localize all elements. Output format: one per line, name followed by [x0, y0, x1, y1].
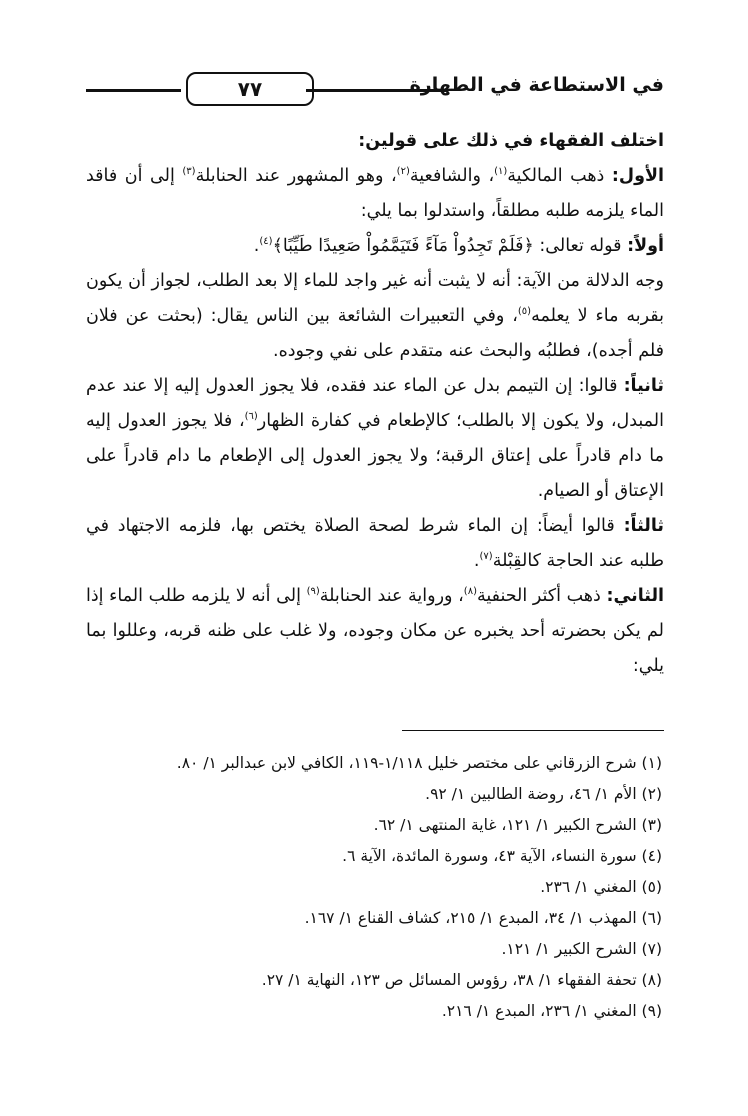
paragraph: اختلف الفقهاء في ذلك على قولين:	[358, 131, 664, 151]
paragraph	[86, 264, 664, 369]
footnote: (٢) الأم ١/ ٤٦، روضة الطالبين ١/ ٩٢.	[425, 785, 662, 803]
main-text	[86, 124, 664, 684]
footnote-separator	[402, 730, 664, 731]
text-run: قالوا أيضاً: إن الماء شرط لصحة الصلاة يختص بها، فلزمه الاجتهاد في طلبه عند الحاجة كالقِبْلة	[86, 516, 664, 571]
paragraph	[86, 369, 664, 509]
text-run: ذهب أكثر الحنفية	[476, 586, 607, 606]
header-rule	[86, 89, 181, 92]
chapter-title: في الاستطاعة في الطهارة	[409, 74, 664, 96]
text-run: قوله تعالى:	[533, 236, 628, 256]
header-rule	[306, 89, 446, 92]
paragraph-lead: أولاً:	[627, 236, 664, 256]
paragraph	[86, 509, 664, 579]
text-run: ، وفي التعبيرات الشائعة بين الناس يقال: (بحثت عن فلان فلم أجده)، فطلبُه والبحث عنه متقدم على نفي وجوده.	[86, 306, 664, 361]
footnote-ref: (٤)	[259, 236, 273, 248]
paragraph	[86, 579, 664, 684]
footnote-ref: (٨)	[463, 586, 477, 598]
paragraph-lead: ثالثاً:	[623, 516, 664, 536]
paragraph-lead: الأول:	[611, 166, 664, 186]
footnote-ref: (٧)	[479, 551, 493, 563]
text-run: ، والشافعية	[409, 166, 495, 186]
text-run: إلى أن فاقد الماء يلزمه طلبه مطلقاً، واستدلوا بما يلي:	[86, 166, 664, 221]
footnote: (١) شرح الزرقاني على مختصر خليل ١/١١٨-١١٩، الكافي لابن عبدالبر ١/ ٨٠.	[176, 754, 662, 772]
footnote: (٦) المهذب ١/ ٣٤، المبدع ١/ ٢١٥، كشاف القناع ١/ ١٦٧.	[304, 909, 662, 927]
text-run: .	[253, 236, 260, 256]
footnotes-list	[84, 748, 662, 1027]
paragraph-lead: ثانياً:	[623, 376, 664, 396]
paragraph	[86, 159, 664, 229]
page-number: ٧٧	[186, 72, 314, 106]
paragraph-lead: الثاني:	[606, 586, 665, 606]
paragraph	[86, 229, 664, 264]
text-run: وجه الدلالة من الآية: أنه لا يثبت أنه غير واجد للماء إلا بعد الطلب، لجواز أن يكون بقربه ماء لا يعلمه	[86, 271, 665, 326]
footnote: (٤) سورة النساء، الآية ٤٣، وسورة المائدة، الآية ٦.	[342, 847, 662, 865]
footnote: (٩) المغني ١/ ٢٣٦، المبدع ١/ ٢١٦.	[441, 1002, 662, 1020]
text-run: ، ورواية عند الحنابلة	[319, 586, 464, 606]
text-run: ، فلا يجوز العدول إليه ما دام قادراً على إعتاق الرقبة؛ ولا يجوز العدول إلى الإطعام ما دام قادراً على الإعتاق أو الصيام.	[86, 411, 664, 501]
text-run: إلى أنه لا يلزمه طلب الماء إذا لم يكن بحضرته أحد يخبره عن مكان وجوده، ولا غلب على ظنه قربه، وعللوا بما يلي:	[86, 586, 664, 676]
text-run: ذهب المالكية	[507, 166, 612, 186]
footnote-ref: (٣)	[182, 166, 196, 178]
footnote-ref: (٩)	[306, 586, 320, 598]
footnote: (٥) المغني ١/ ٢٣٦.	[540, 878, 662, 896]
footnote: (٧) الشرح الكبير ١/ ١٢١.	[501, 940, 662, 958]
footnote-ref: (٢)	[396, 166, 410, 178]
footnote: (٨) تحفة الفقهاء ١/ ٣٨، رؤوس المسائل ص ١٢٣، النهاية ١/ ٢٧.	[261, 971, 662, 989]
footnote-ref: (١)	[494, 166, 508, 178]
running-header	[86, 70, 664, 106]
text-run: قالوا: إن التيمم بدل عن الماء عند فقده، فلا يجوز العدول إليه إلا عند عدم المبدل، ولا يكون إلا بالطلب؛ كالإطعام في كفارة الظهار	[86, 376, 664, 431]
text-run: ، وهو المشهور عند الحنابلة	[195, 166, 397, 186]
quran-verse: ﴿فَلَمْ تَجِدُواْ مَآءً فَتَيَمَّمُواْ صَعِيدًا طَيِّبًا﴾	[272, 236, 534, 256]
footnote: (٣) الشرح الكبير ١/ ١٢١، غاية المنتهى ١/ ٦٢.	[373, 816, 662, 834]
footnote-ref: (٥)	[517, 306, 532, 318]
text-run: .	[473, 551, 480, 571]
footnote-ref: (٦)	[244, 411, 258, 423]
